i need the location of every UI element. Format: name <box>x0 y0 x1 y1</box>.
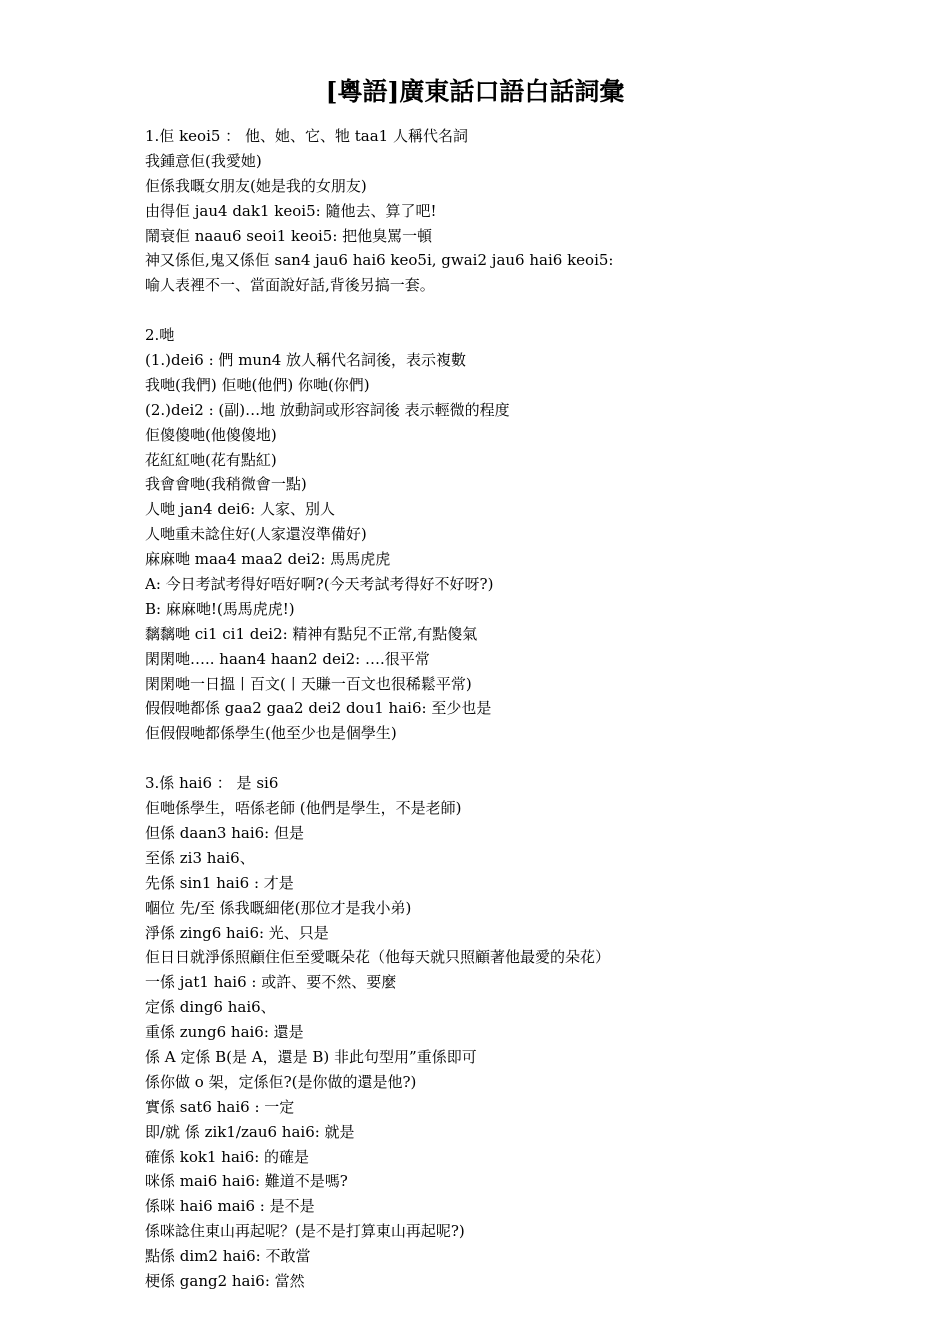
text-line: 喻人表裡不一、當面說好話,背後另搞一套。 <box>145 276 435 295</box>
text-line: 由得佢 jau4 dak1 keoi5: 隨他去、算了吧! <box>145 201 437 220</box>
text-line: 1.佢 keoi5 ： 他、她、它、牠 taa1 人稱代名詞 <box>145 127 468 145</box>
text-line: 點係 dim2 hai6: 不敢當 <box>145 1247 311 1266</box>
text-line: 人哋重未諗住好(人家還沒準備好) <box>145 525 367 544</box>
text-line: 咪係 mai6 hai6: 難道不是嗎? <box>145 1172 348 1191</box>
text-line: 係咪諗住東山再起呢？(是不是打算東山再起呢?) <box>145 1222 465 1241</box>
text-line: 梗係 gang2 hai6: 當然 <box>145 1271 305 1290</box>
text-line: 一係 jat1 hai6 : 或許、要不然、要麼 <box>145 973 397 992</box>
text-line: 定係 ding6 hai6、 <box>145 998 276 1017</box>
text-line: 實係 sat6 hai6 : 一定 <box>145 1097 295 1116</box>
text-line: 確係 kok1 hai6: 的確是 <box>145 1147 310 1166</box>
text-line: 花紅紅哋(花有點紅) <box>145 450 277 469</box>
text-line: 佢係我嘅女朋友(她是我的女朋友) <box>145 176 367 195</box>
text-line: 但係 daan3 hai6: 但是 <box>145 823 304 842</box>
text-line: 3.係 hai6 ： 是 si6 <box>145 774 279 793</box>
text-line: 人哋 jan4 dei6: 人家、別人 <box>145 500 335 519</box>
text-line: 佢日日就淨係照顧住佢至愛嘅朵花（他每天就只照顧著他最愛的朵花） <box>145 948 611 967</box>
text-line: 嗰位 先/至 係我嘅細佬(那位才是我小弟) <box>145 898 412 917</box>
text-line: 係你做 o 架，定係佢?(是你做的還是他?) <box>145 1072 417 1091</box>
text-line: (1.)dei6 : 們 mun4 放人稱代名詞後，表示複數 <box>145 351 467 370</box>
text-line: 我會會哋(我稍微會一點) <box>145 475 307 494</box>
text-line: (2.)dei2 : (副)…地 放動詞或形容詞後 表示輕微的程度 <box>145 400 510 419</box>
text-line: 2.哋 <box>145 326 175 345</box>
text-line: 先係 sin1 hai6 : 才是 <box>145 873 294 892</box>
blank-line <box>145 298 925 323</box>
text-line: 麻麻哋 maa4 maa2 dei2: 馬馬虎虎 <box>145 550 391 569</box>
text-line: 佢假假哋都係學生(他至少也是個學生) <box>145 724 397 743</box>
text-line: B: 麻麻哋!(馬馬虎虎!) <box>145 599 295 618</box>
document-title: [粵語]廣東話口語白話詞彙 <box>325 77 625 106</box>
text-line: 鬧衰佢 naau6 seoi1 keoi5: 把他臭罵一頓 <box>145 226 433 245</box>
text-line: 重係 zung6 hai6: 還是 <box>145 1023 304 1042</box>
text-line: 至係 zi3 hai6、 <box>145 848 255 867</box>
text-line: 佢傻傻哋(他傻傻地) <box>145 425 277 444</box>
document-body <box>145 124 925 1294</box>
text-line: 佢哋係學生，唔係老師 (他們是學生，不是老師) <box>145 799 462 818</box>
text-line: 假假哋都係 gaa2 gaa2 dei2 dou1 hai6: 至少也是 <box>145 699 492 718</box>
text-line: 閑閑哋一日搵丨百文(丨天賺一百文也很稀鬆平常) <box>145 674 472 693</box>
text-line: 我鍾意佢(我愛她) <box>145 151 262 170</box>
text-line: A: 今日考試考得好唔好啊?(今天考試考得好不好呀?) <box>145 575 494 594</box>
text-line: 神又係佢,鬼又係佢 san4 jau6 hai6 keo5i, gwai2 jau6 hai6 keoi5: <box>145 251 614 270</box>
blank-line <box>145 746 925 771</box>
text-line: 係咪 hai6 mai6 : 是不是 <box>145 1197 315 1216</box>
text-line: 即/就 係 zik1/zau6 hai6: 就是 <box>145 1122 355 1141</box>
text-line: 淨係 zing6 hai6: 光、只是 <box>145 923 329 942</box>
text-line: 係 A 定係 B(是 A，還是 B) 非此句型用”重係即可 <box>145 1047 477 1066</box>
text-line: 我哋(我們) 佢哋(他們) 你哋(你們) <box>145 375 370 394</box>
text-line: 閑閑哋….. haan4 haan2 dei2: ….很平常 <box>145 649 430 668</box>
text-line: 黐黐哋 ci1 ci1 dei2: 精神有點兒不正常,有點傻氣 <box>145 624 478 643</box>
